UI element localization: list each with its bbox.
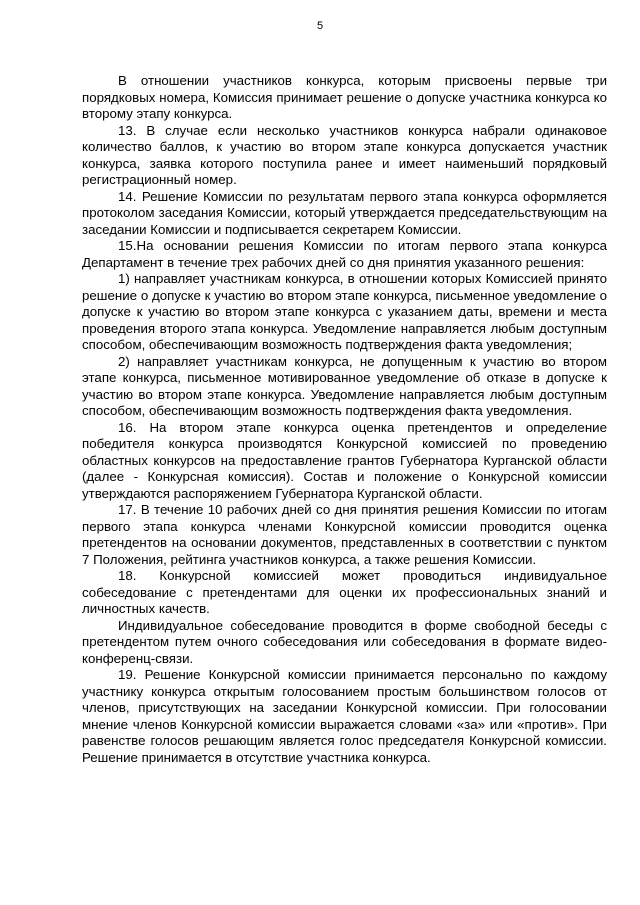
paragraph-13: 13. В случае если несколько участников конкурса набрали одинаковое количество баллов, к участию во втором этапе конкурса допускается участник конкурса, заявка которого поступила ранее и имеет наименьший порядковый регистрационный номер.	[82, 122, 607, 187]
paragraph-14: 14. Решение Комиссии по результатам первого этапа конкурса оформляется протоколом заседания Комиссии, который утверждается председательствующим на заседании Комиссии и подписывается секретарем Комиссии.	[82, 188, 607, 237]
paragraph-17: 17. В течение 10 рабочих дней со дня принятия решения Комиссии по итогам первого этапа конкурса членами Конкурсной комиссии проводится оценка претендентов на основании документов, представленных в соответствии с пунктом 7 Положения, рейтинга участников конкурса, а также решения Комиссии.	[82, 502, 607, 567]
paragraph-admission-top-three: В отношении участников конкурса, которым присвоены первые три порядковых номера, Комиссия принимает решение о допуске участника конкурса ко второму этапу конкурса.	[82, 73, 607, 121]
paragraph-19: 19. Решение Конкурсной комиссии принимается персонально по каждому участнику конкурса открытым голосованием простым большинством голосов от членов, присутствующих на заседании Конкурсной комиссии. При голосовании мнение членов Конкурсной комиссии выражается словами «за» или «против». При равенстве голосов решающим является голос председателя Конкурсной комиссии. Решение принимается в отсутствие участника конкурса.	[82, 667, 607, 765]
paragraph-15-item-2: 2) направляет участникам конкурса, не допущенным к участию во втором этапе конкурса, письменное мотивированное уведомление об отказе в допуске к участию во втором этапе конкурса. Уведомление направляется любым доступным способом, обеспечивающим возможность подтверждения факта уведомления.	[82, 353, 607, 418]
paragraph-15: 15.На основании решения Комиссии по итогам первого этапа конкурса Департамент в течение трех рабочих дней со дня принятия указанного решения:	[82, 238, 607, 270]
paragraph-interview-format: Индивидуальное собеседование проводится в форме свободной беседы с претендентом путем очного собеседования или собеседования в формате видео-конференц-связи.	[82, 617, 607, 666]
paragraph-16: 16. На втором этапе конкурса оценка претендентов и определение победителя конкурса производятся Конкурсной комиссией по проведению областных конкурсов на предоставление грантов Губернатора Курганской области (далее - Конкурсная комиссия). Состав и положение о Конкурсной комиссии утверждаются распоряжением Губернатора Курганской области.	[82, 419, 607, 501]
paragraph-15-item-1: 1) направляет участникам конкурса, в отношении которых Комиссией принято решение о допуске к участию во втором этапе конкурса, письменное уведомление о допуске к участию во втором этапе конкурса с указанием даты, времени и места проведения второго этапа конкурса. Уведомление направляется любым доступным способом, обеспечивающим возможность подтверждения факта уведомления;	[82, 271, 607, 352]
page-number: 5	[316, 20, 324, 32]
document-body	[82, 73, 607, 766]
paragraph-18: 18. Конкурсной комиссией может проводиться индивидуальное собеседование с претендентами для оценки их профессиональных знаний и личностных качеств.	[82, 568, 607, 616]
